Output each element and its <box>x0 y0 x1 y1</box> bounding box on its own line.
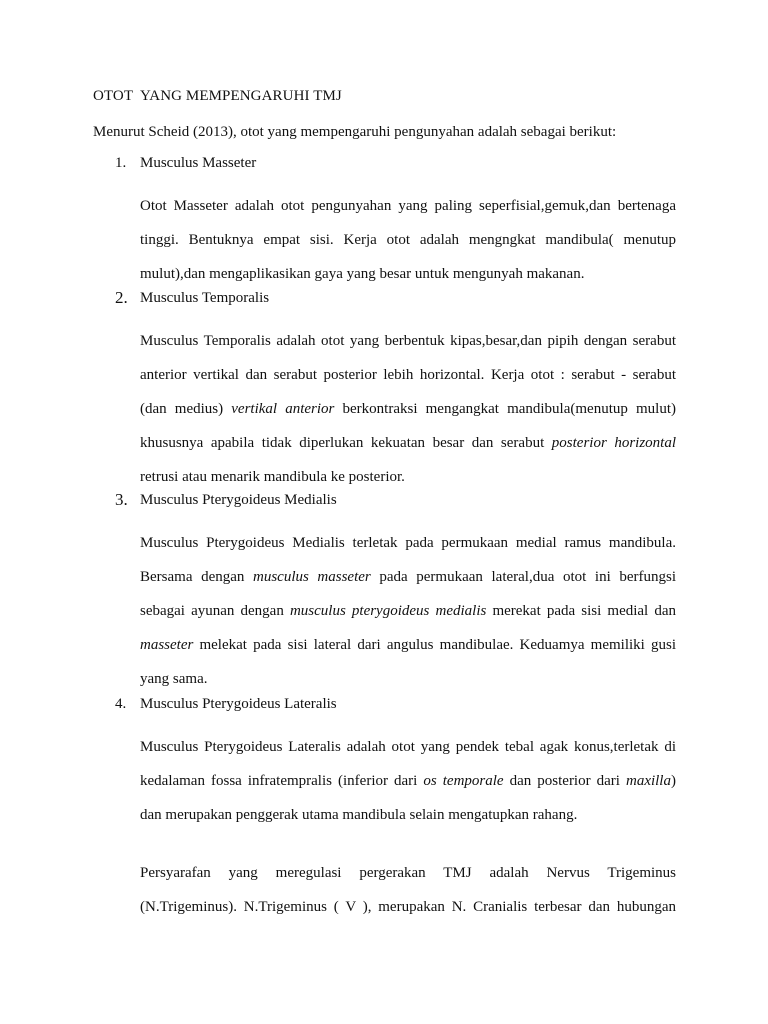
italic-term: maxilla <box>625 773 671 789</box>
section-heading: Musculus Pterygoideus Lateralis <box>140 696 337 712</box>
italic-term: os temporale <box>423 773 504 789</box>
section-body <box>140 730 676 832</box>
section-heading: Musculus Pterygoideus Medialis <box>140 492 337 508</box>
page-title: OTOT YANG MEMPENGARUHI TMJ <box>93 88 342 104</box>
body-line: Musculus Temporalis adalah otot yang berbentuk kipas,besar,dan pipih dengan serabut <box>140 333 676 349</box>
section-heading: Musculus Masseter <box>140 155 257 171</box>
body-line: yang sama. <box>140 671 208 687</box>
italic-term: musculus pterygoideus medialis <box>289 603 487 619</box>
body-line: Musculus Pterygoideus Lateralis adalah otot yang pendek tebal agak konus,terletak di <box>140 739 676 755</box>
body-line: retrusi atau menarik mandibula ke posterior. <box>140 469 405 485</box>
body-line: (dan medius) vertikal anterior berkontraksi mengangkat mandibula(menutup mulut) <box>140 401 677 417</box>
section-temporalis <box>0 290 768 494</box>
section-pterygoideus-medialis <box>0 492 768 696</box>
body-line: masseter melekat pada sisi lateral dari angulus mandibulae. Keduamya memiliki gusi <box>140 637 676 653</box>
body-line: Otot Masseter adalah otot pengunyahan yang paling seperfisial,gemuk,dan bertenaga <box>140 198 676 214</box>
section-number: 1. <box>115 155 127 171</box>
body-line: kedalaman fossa infratempralis (inferior dari os temporale dan posterior dari maxilla) <box>140 773 676 789</box>
body-line: dan merupakan penggerak utama mandibula selain mengatupkan rahang. <box>140 807 578 823</box>
section-number: 3. <box>115 490 128 509</box>
section-number: 4. <box>115 696 127 712</box>
section-heading: Musculus Temporalis <box>140 290 270 306</box>
italic-term: posterior horizontal <box>551 435 676 451</box>
section-pterygoideus-lateralis <box>0 696 768 832</box>
italic-term: musculus masseter <box>253 569 371 585</box>
body-line: Bersama dengan musculus masseter pada permukaan lateral,dua otot ini berfungsi <box>140 569 677 585</box>
italic-term: masseter <box>140 637 194 653</box>
section-masseter <box>0 155 768 291</box>
italic-term: vertikal anterior <box>231 401 335 417</box>
body-line: anterior vertikal dan serabut posterior lebih horizontal. Kerja otot : serabut - serabut <box>140 367 676 383</box>
section-number: 2. <box>115 288 128 307</box>
body-line: tinggi. Bentuknya empat sisi. Kerja otot adalah mengngkat mandibula( menutup <box>140 232 676 248</box>
closing-line: Persyarafan yang meregulasi pergerakan TMJ adalah Nervus Trigeminus <box>140 865 676 881</box>
body-line: Musculus Pterygoideus Medialis terletak pada permukaan medial ramus mandibula. <box>140 535 676 551</box>
section-body <box>140 189 676 291</box>
closing-line: (N.Trigeminus). N.Trigeminus ( V ), merupakan N. Cranialis terbesar dan hubungan <box>140 899 676 915</box>
body-line: khususnya apabila tidak diperlukan kekuatan besar dan serabut posterior horizontal <box>140 435 676 451</box>
body-line: sebagai ayunan dengan musculus pterygoideus medialis merekat pada sisi medial dan <box>140 603 676 619</box>
intro-paragraph: Menurut Scheid (2013), otot yang mempengaruhi pengunyahan adalah sebagai berikut: <box>93 124 617 140</box>
closing-paragraph <box>140 856 676 924</box>
section-body <box>140 324 676 494</box>
body-line: mulut),dan mengaplikasikan gaya yang besar untuk mengunyah makanan. <box>140 266 585 282</box>
section-body <box>140 526 676 696</box>
